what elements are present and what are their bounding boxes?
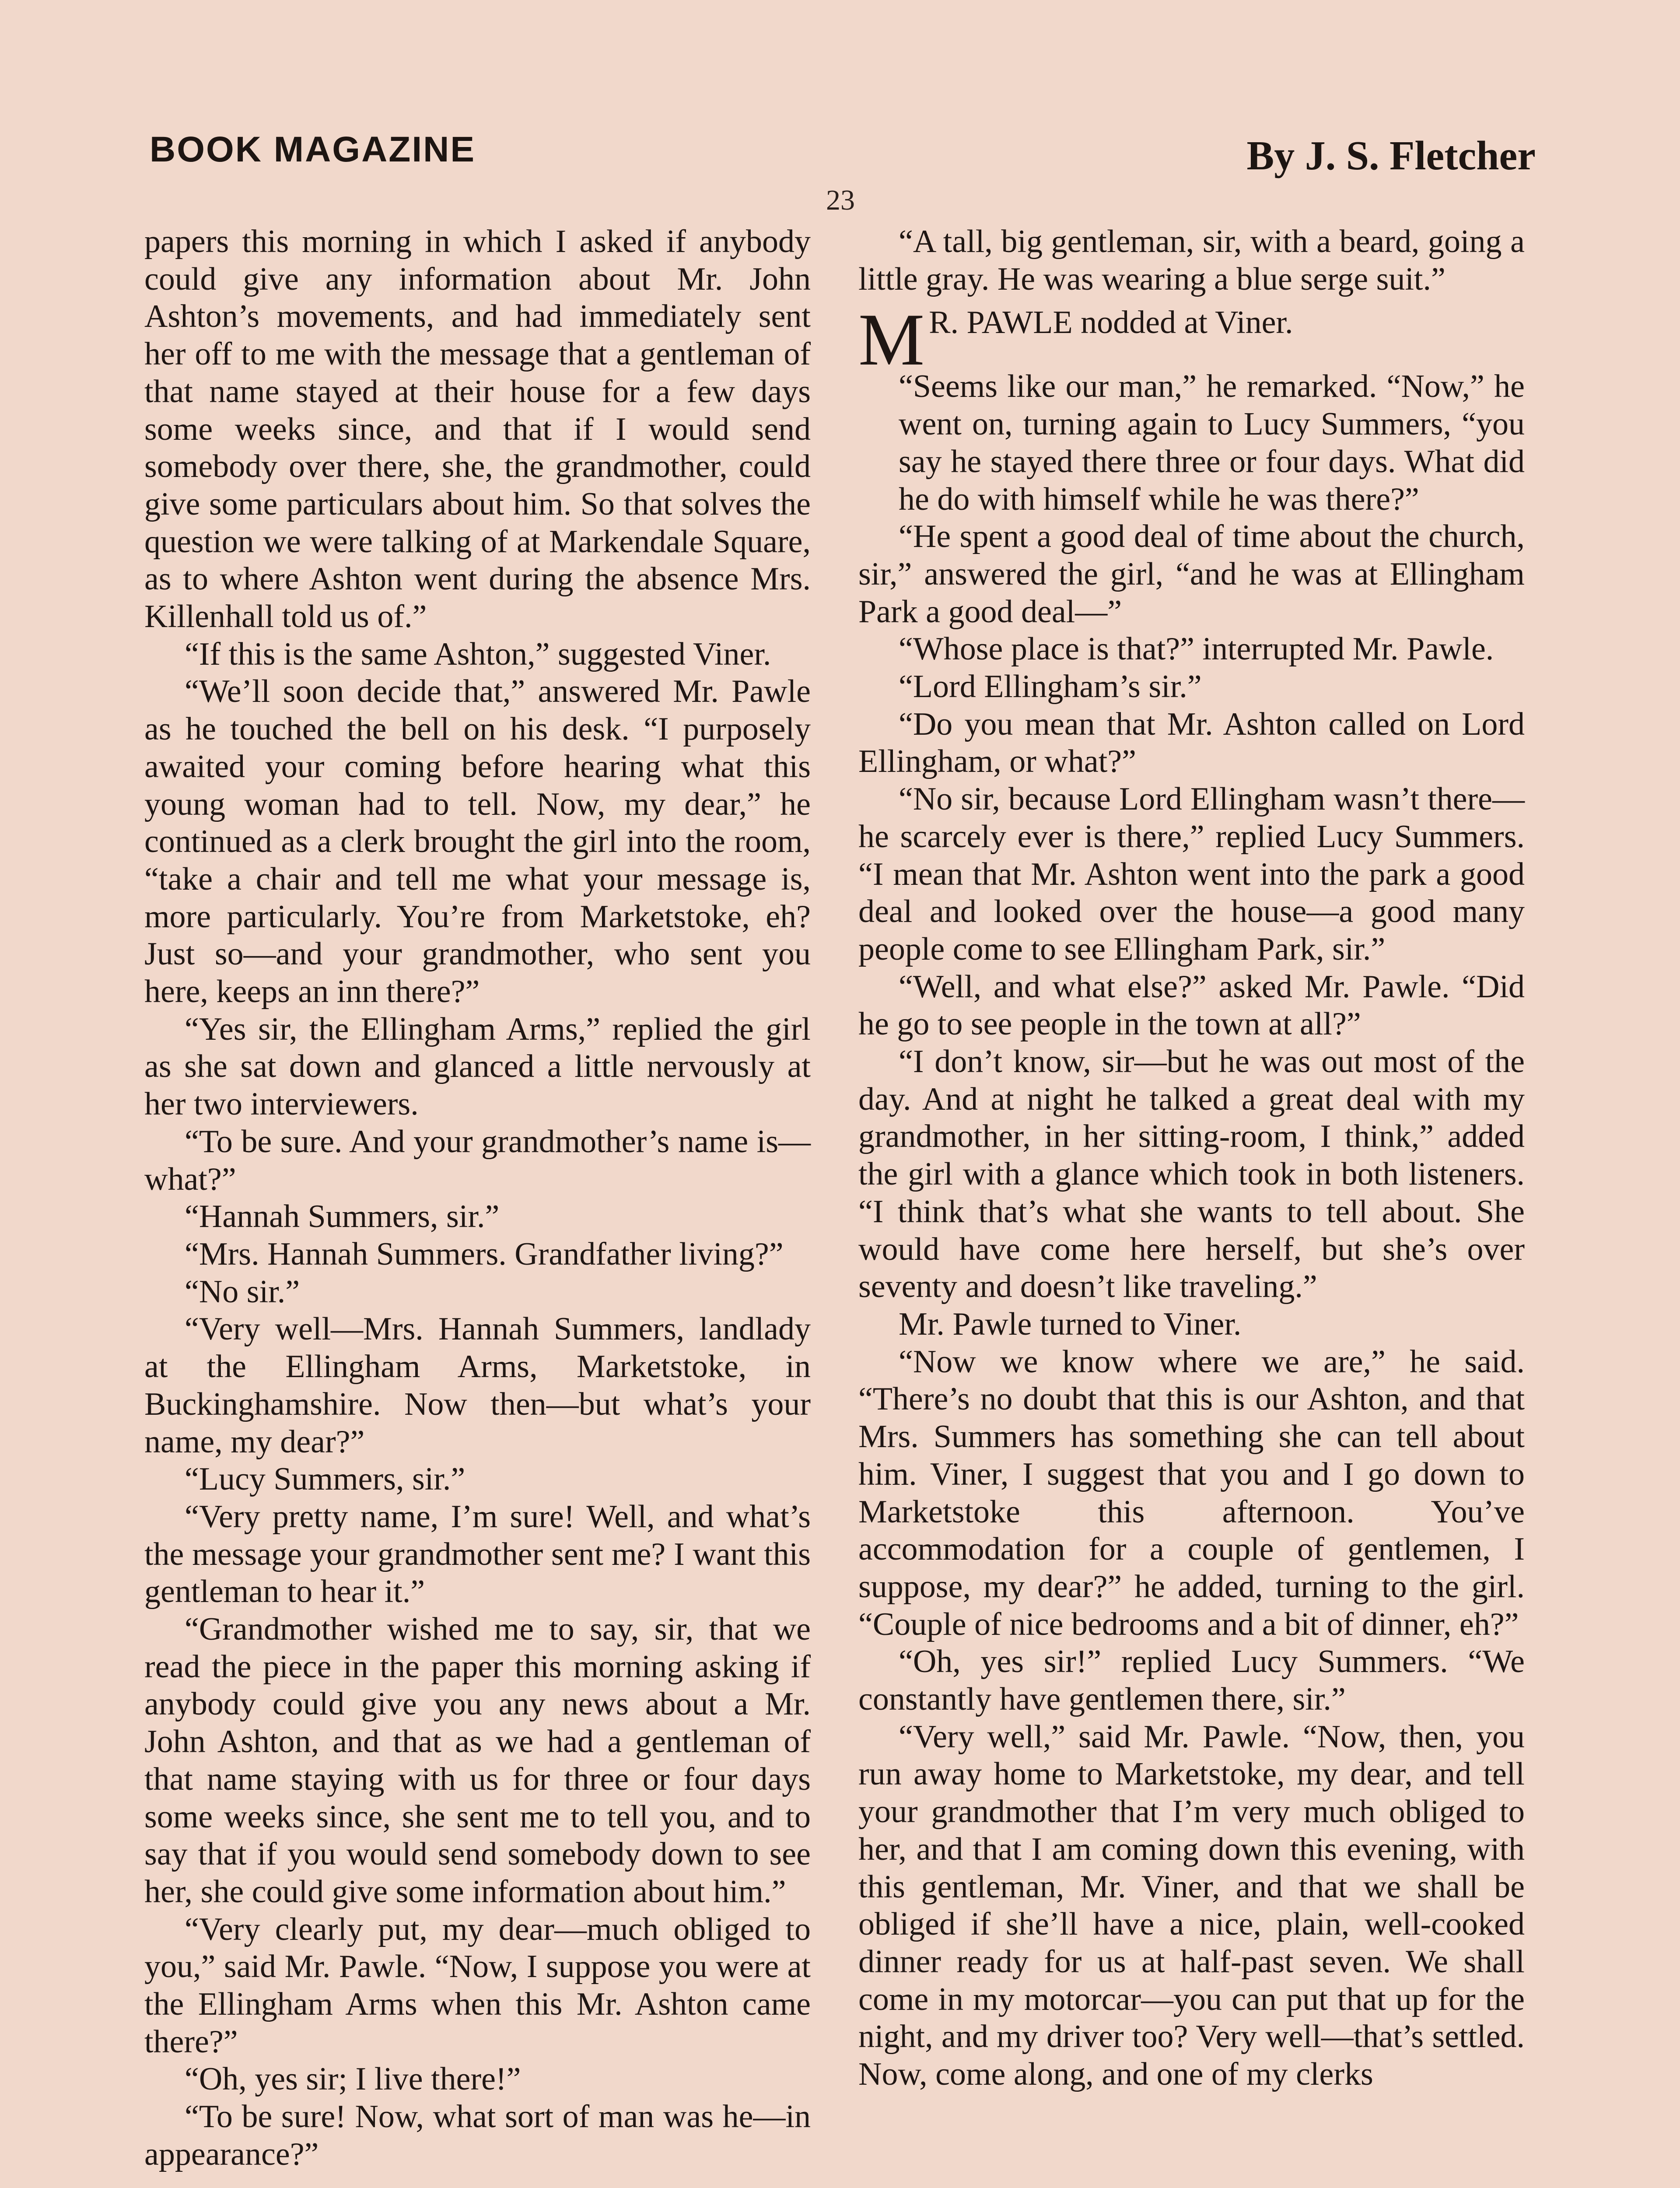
- paragraph: “Very clearly put, my dear—much obliged to you,” said Mr. Pawle. “Now, I suppose you were at the Ellingham Arms when this Mr. Ashton came there?”: [144, 1911, 811, 2060]
- author-byline: By J. S. Fletcher: [1246, 133, 1536, 179]
- paragraph: “Mrs. Hannah Summers. Grandfather living?”: [185, 1236, 784, 1272]
- paragraph: “A tall, big gentleman, sir, with a beard, going a little gray. He was wearing a blue serge suit.”: [858, 224, 1525, 297]
- paragraph: “No sir, because Lord Ellingham wasn’t there—he scarcely ever is there,” replied Lucy Summers. “I mean that Mr. Ashton went into the park a good deal and looked over the house—a good many people come to see Ellingham Park, sir.”: [858, 781, 1525, 967]
- paragraph: “To be sure! Now, what sort of man was he—in appearance?”: [144, 2099, 811, 2172]
- paragraph: “Whose place is that?” interrupted Mr. Pawle.: [899, 631, 1494, 667]
- magazine-title: BOOK MAGAZINE: [150, 130, 476, 169]
- paragraph: “Very well,” said Mr. Pawle. “Now, then, you run away home to Marketstoke, my dear, and tell your grandmother that I’m very much obliged to her, and that I am coming down this evening, with this gentleman, Mr. Viner, and that we shall be obliged if she’ll have a nice, plain, well-cooked dinner ready for us at half-past seven. We shall come in my motorcar—you can put that up for the night, and my driver too? Very well—that’s settled. Now, come along, and one of my clerks: [858, 1718, 1525, 2093]
- paragraph: “To be sure. And your grandmother’s name is—what?”: [144, 1123, 811, 1197]
- paragraph: “No sir.”: [185, 1273, 300, 1310]
- paragraph: “Lord Ellingham’s sir.”: [899, 669, 1202, 705]
- paragraph: “Hannah Summers, sir.”: [185, 1199, 500, 1235]
- paragraph: “Do you mean that Mr. Ashton called on Lord Ellingham, or what?”: [858, 706, 1525, 780]
- left-column: [144, 223, 811, 2174]
- paragraph: “Oh, yes sir; I live there!”: [185, 2061, 521, 2097]
- paragraph: “Lucy Summers, sir.”: [185, 1461, 466, 1497]
- paragraph: Mr. Pawle turned to Viner.: [899, 1306, 1242, 1342]
- paragraph: “Well, and what else?” asked Mr. Pawle. “Did he go to see people in the town at all?”: [858, 968, 1525, 1042]
- paragraph: “Oh, yes sir!” replied Lucy Summers. “We constantly have gentlemen there, sir.”: [858, 1644, 1525, 1718]
- paragraph: “Yes sir, the Ellingham Arms,” replied the girl as she sat down and glanced a little nervously at her two interviewers.: [144, 1011, 811, 1122]
- paragraph: “Grandmother wished me to say, sir, that we read the piece in the paper this morning asking if anybody could give you any news about a Mr. John Ashton, and that as we had a gentleman of that name staying with us for three or four days some weeks since, she sent me to tell you, and to say that if you would send somebody down to see her, she could give some information about him.”: [144, 1611, 811, 1910]
- paragraph: “He spent a good deal of time about the church, sir,” answered the girl, “and he was at Ellingham Park a good deal—”: [858, 519, 1525, 630]
- paragraph: “Now we know where we are,” he said. “There’s no doubt that this is our Ashton, and that Mrs. Summers has something she can tell about him. Viner, I suggest that you and I go down to Marketstoke this afternoon. You’ve accommodation for a couple of gentlemen, I suppose, my dear?” he added, turning to the girl. “Couple of nice bedrooms and a bit of dinner, eh?”: [858, 1343, 1525, 1642]
- paragraph: “We’ll soon decide that,” answered Mr. Pawle as he touched the bell on his desk. “I purposely awaited your coming before hearing what this young woman had to tell. Now, my dear,” he continued as a clerk brought the girl into the room, “take a chair and tell me what your message is, more particularly. You’re from Marketstoke, eh? Just so—and your grandmother, who sent you here, keeps an inn there?”: [144, 673, 811, 1010]
- right-column: [858, 223, 1525, 2093]
- paragraph: papers this morning in which I asked if anybody could give any information about Mr. John Ashton’s movements, and had immediately sent her off to me with the message that a gentleman of that name stayed at their house for a few days some weeks since, and that if I would send somebody over there, she, the grandmother, could give some particulars about him. So that solves the question we were talking of at Markendale Square, as to where Ashton went during the absence Mrs. Killenhall told us of.”: [144, 224, 811, 635]
- paragraph: “Very pretty name, I’m sure! Well, and what’s the message your grandmother sent me? I want this gentleman to hear it.”: [144, 1498, 811, 1610]
- paragraph: “I don’t know, sir—but he was out most of the day. And at night he talked a great deal with my grandmother, in her sitting-room, I think,” added the girl with a glance which took in both listeners. “I think that’s what she wants to tell about. She would have come here herself, but she’s over seventy and doesn’t like traveling.”: [858, 1044, 1525, 1305]
- dropcap-line: R. PAWLE nodded at Viner.: [929, 305, 1293, 341]
- drop-cap-letter: M: [858, 298, 925, 381]
- paragraph: “If this is the same Ashton,” suggested Viner.: [185, 636, 771, 672]
- paragraph: “Seems like our man,” he remarked. “Now,” he went on, turning again to Lucy Summers, “you say he stayed there three or four days. What did he do with himself while he was there?”: [899, 368, 1525, 517]
- page-number: 23: [826, 184, 855, 216]
- paragraph: “Very well—Mrs. Hannah Summers, landlady at the Ellingham Arms, Marketstoke, in Buckinghamshire. Now then—but what’s your name, my dear?”: [144, 1311, 811, 1460]
- dropcap-paragraph: [858, 298, 1525, 518]
